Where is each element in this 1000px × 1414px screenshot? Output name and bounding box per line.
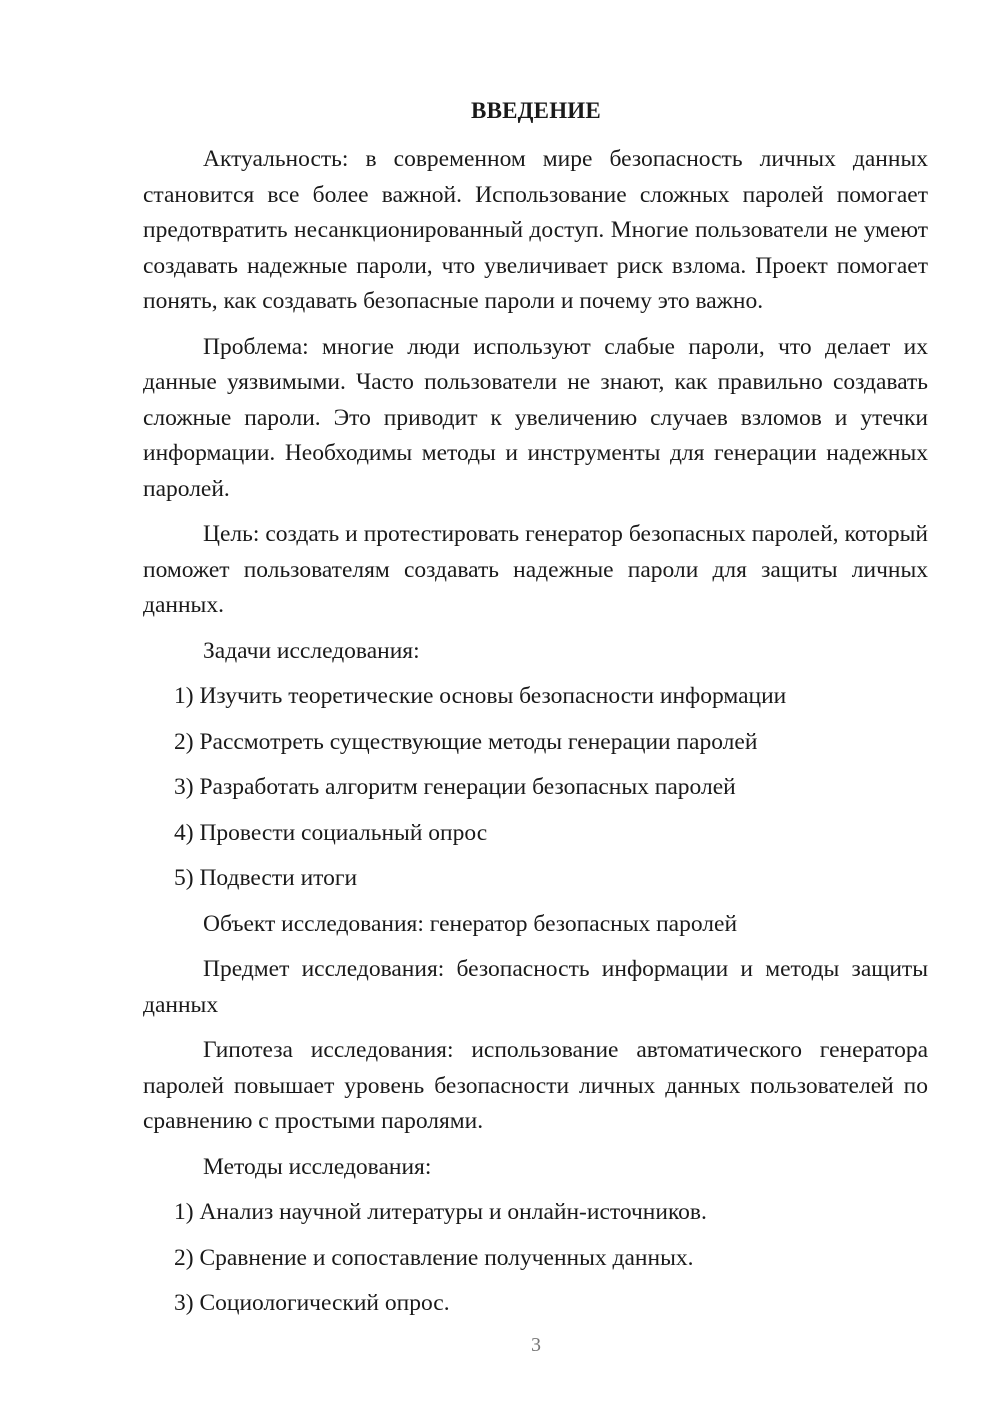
relevance-paragraph: Актуальность: в современном мире безопасность личных данных становится все более важной. Использование сложных паролей помогает предотвратить несанкционированный доступ. Многие пользователи не умеют создавать надежные пароли, что увеличивает риск взлома. Проект помогает понять, как создавать безопасные пароли и почему это важно. (143, 146, 928, 314)
methods-label: Методы исследования: (203, 1153, 432, 1180)
task-item: 3) Разработать алгоритм генерации безопасных паролей (174, 774, 736, 800)
tasks-label: Задачи исследования: (203, 637, 420, 664)
task-item: 4) Провести социальный опрос (174, 819, 488, 846)
method-item: 1) Анализ научной литературы и онлайн-источников. (174, 1199, 707, 1225)
task-item: 5) Подвести итоги (174, 865, 358, 891)
method-item: 3) Социологический опрос. (174, 1290, 450, 1316)
problem-paragraph: Проблема: многие люди используют слабые пароли, что делает их данные уязвимыми. Часто пользователи не знают, как правильно создавать сложные пароли. Это приводит к увеличению случаев взломов и утечки информации. Необходимы методы и инструменты для генерации надежных паролей. (143, 333, 928, 502)
object-paragraph: Объект исследования: генератор безопасных паролей (203, 910, 738, 937)
document-body (143, 142, 928, 1332)
page-number: 3 (531, 1334, 541, 1356)
task-item: 2) Рассмотреть существующие методы генерации паролей (174, 728, 758, 755)
page-title: ВВЕДЕНИЕ (471, 98, 601, 123)
task-item: 1) Изучить теоретические основы безопасности информации (174, 683, 787, 709)
method-item: 2) Сравнение и сопоставление полученных данных. (174, 1244, 694, 1271)
hypothesis-paragraph: Гипотеза исследования: использование автоматического генератора паролей повышает уровень безопасности личных данных пользователей по сравнению с простыми паролями. (143, 1037, 928, 1134)
goal-paragraph: Цель: создать и протестировать генератор безопасных паролей, который поможет пользователям создавать надежные пароли для защиты личных данных. (143, 521, 928, 618)
subject-paragraph: Предмет исследования: безопасность информации и методы защиты данных (143, 956, 928, 1018)
